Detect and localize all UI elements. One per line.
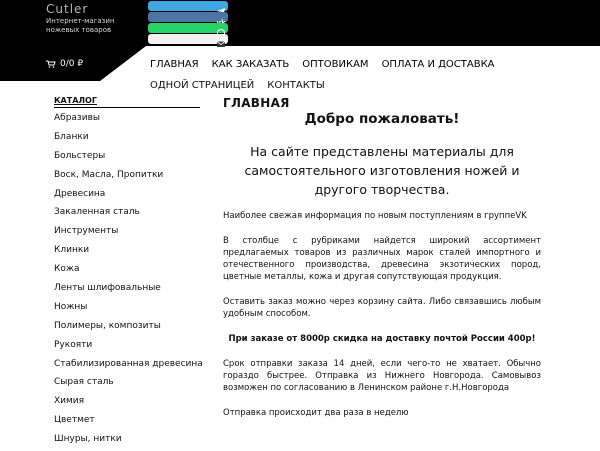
catalog-item[interactable]: Шнуры, нитки — [54, 434, 122, 445]
catalog-item[interactable]: Кожа — [54, 264, 80, 275]
catalog-item[interactable]: Абразивы — [54, 113, 100, 123]
social-links — [148, 1, 228, 45]
catalog-item[interactable]: Древесина — [54, 188, 106, 199]
email-icon — [216, 34, 226, 44]
cart-icon — [46, 60, 56, 68]
catalog-divider — [54, 107, 200, 108]
main-content — [223, 96, 541, 419]
cart-total: 0/0 ₽ — [60, 59, 84, 69]
catalog-item[interactable]: Химия — [54, 396, 85, 407]
vk-news-paragraph — [223, 210, 541, 222]
lead-text: На сайте представлены материалы для самостоятельного изготовления ножей и другого творчества. — [244, 144, 520, 197]
catalog-title[interactable]: КАТАЛОГ — [54, 96, 97, 105]
vk-link[interactable] — [148, 12, 228, 22]
catalog-item[interactable]: Больстеры — [54, 150, 106, 161]
order-paragraph: Оставить заказ можно через корзину сайта. Либо связавшись любым удобным способом. — [223, 297, 541, 319]
logo-tagline: Интернет-магазин ножевых товаров — [46, 17, 115, 34]
vk-group-link[interactable]: VK — [515, 211, 527, 221]
catalog-item[interactable]: Сырая сталь — [54, 377, 114, 388]
catalog-item[interactable]: Рукояти — [54, 339, 93, 350]
discount-banner: При заказе от 8000р скидка на доставку почтой России 400р! — [228, 334, 536, 344]
catalog-item[interactable]: Ленты шлифовальные — [54, 283, 161, 294]
catalog-item[interactable]: Стабилизированная древесина — [54, 358, 203, 369]
vk-news-text: Наиболее свежая информация по новым поступлениям в группе — [223, 211, 516, 221]
top-menu-row2 — [150, 80, 338, 91]
catalog-item[interactable]: Цветмет — [54, 415, 95, 426]
catalog-item[interactable]: Воск, Масла, Пропитки — [54, 169, 164, 180]
logo: Cutler — [46, 2, 89, 16]
assortment-paragraph: В столбце с рубриками найдется широкий ассортимент предлагаемых товаров из различных марок сталей импортного и отечественного производства, древесина экзотических пород, цветные металлы, кожа и другая сопутствующая продукция. — [223, 236, 541, 282]
whatsapp-icon — [216, 23, 226, 33]
menu-item-one-page[interactable]: ОДНОЙ СТРАНИЦЕЙ — [150, 80, 255, 91]
catalog-sidebar — [54, 96, 203, 451]
email-link[interactable] — [148, 34, 228, 44]
catalog-item[interactable]: Закаленная сталь — [54, 207, 140, 218]
catalog-item[interactable]: Ножны — [54, 301, 88, 312]
telegram-link[interactable] — [148, 1, 228, 11]
catalog-item[interactable]: Инструменты — [54, 226, 119, 237]
catalog-item[interactable]: Клинки — [54, 245, 90, 256]
whatsapp-link[interactable] — [148, 23, 228, 33]
shipping-paragraph: Срок отправки заказа 14 дней, если чего-то не хватает. Обычно гораздо быстрее. Отправка из Нижнего Новгорода. Самовывоз возможен по согласованию в Ленинском районе г.Н.Новгорода — [223, 359, 541, 393]
catalog-item[interactable]: Полимеры, композиты — [54, 320, 161, 331]
vk-icon — [216, 12, 226, 22]
welcome-heading: Добро пожаловать! — [304, 111, 460, 127]
menu-item-home[interactable]: ГЛАВНАЯ — [150, 58, 199, 70]
telegram-icon — [216, 1, 226, 11]
menu-item-contacts[interactable]: КОНТАКТЫ — [267, 80, 325, 91]
menu-item-how-to-order[interactable]: КАК ЗАКАЗАТЬ — [211, 58, 290, 70]
logo-link[interactable] — [46, 2, 146, 35]
menu-item-payment-delivery[interactable]: ОПЛАТА И ДОСТАВКА — [381, 58, 495, 70]
schedule-paragraph: Отправка происходит два раза в неделю — [223, 408, 409, 418]
cart-button[interactable] — [46, 59, 83, 69]
menu-item-wholesale[interactable]: ОПТОВИКАМ — [302, 58, 369, 70]
top-menu — [150, 55, 508, 73]
page-title: ГЛАВНАЯ — [223, 96, 290, 110]
catalog-item[interactable]: Бланки — [54, 131, 89, 142]
